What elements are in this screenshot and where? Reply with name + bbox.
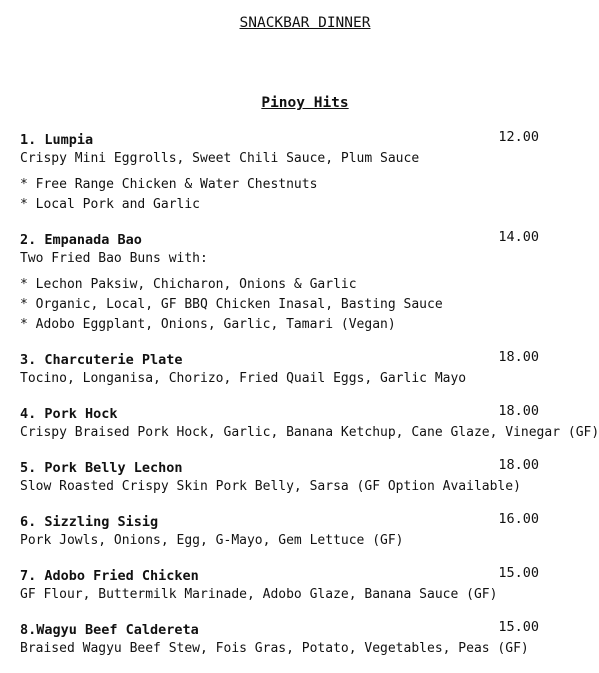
item-option: * Adobo Eggplant, Onions, Garlic, Tamari (Vegan) <box>20 317 396 332</box>
menu-items <box>20 129 599 673</box>
menu-item <box>20 129 595 215</box>
item-name: 7. Adobo Fried Chicken <box>20 568 199 584</box>
item-name: 1. Lumpia <box>20 132 94 148</box>
menu-item <box>20 619 595 659</box>
item-price: 16.00 <box>498 511 539 527</box>
item-description: Crispy Braised Pork Hock, Garlic, Banana Ketchup, Cane Glaze, Vinegar (GF) <box>20 425 599 440</box>
item-option: * Organic, Local, GF BBQ Chicken Inasal, Basting Sauce <box>20 297 443 312</box>
item-description: Two Fried Bao Buns with: <box>20 251 208 266</box>
menu-item <box>20 349 595 389</box>
section-heading: Pinoy Hits <box>261 95 349 111</box>
item-name: 3. Charcuterie Plate <box>20 352 183 368</box>
item-name: 4. Pork Hock <box>20 406 118 422</box>
item-description: GF Flour, Buttermilk Marinade, Adobo Glaze, Banana Sauce (GF) <box>20 587 498 602</box>
item-name: 5. Pork Belly Lechon <box>20 460 183 476</box>
item-name: 2. Empanada Bao <box>20 232 142 248</box>
item-price: 14.00 <box>498 229 539 245</box>
menu-item <box>20 457 595 497</box>
item-option: * Local Pork and Garlic <box>20 197 201 212</box>
menu-item <box>20 229 595 335</box>
item-price: 18.00 <box>498 457 539 473</box>
item-price: 15.00 <box>498 619 539 635</box>
item-option: * Free Range Chicken & Water Chestnuts <box>20 177 318 192</box>
item-price: 12.00 <box>498 129 539 145</box>
menu-item <box>20 565 595 605</box>
item-price: 15.00 <box>498 565 539 581</box>
menu-title: SNACKBAR DINNER <box>239 15 371 31</box>
item-description: Pork Jowls, Onions, Egg, G-Mayo, Gem Lettuce (GF) <box>20 533 404 548</box>
item-description: Crispy Mini Eggrolls, Sweet Chili Sauce, Plum Sauce <box>20 151 420 166</box>
item-price: 18.00 <box>498 349 539 365</box>
item-option: * Lechon Paksiw, Chicharon, Onions & Garlic <box>20 277 357 292</box>
item-description: Slow Roasted Crispy Skin Pork Belly, Sarsa (GF Option Available) <box>20 479 521 494</box>
item-price: 18.00 <box>498 403 539 419</box>
item-name: 8.Wagyu Beef Caldereta <box>20 622 199 638</box>
item-description: Tocino, Longanisa, Chorizo, Fried Quail Eggs, Garlic Mayo <box>20 371 467 386</box>
item-description: Braised Wagyu Beef Stew, Fois Gras, Potato, Vegetables, Peas (GF) <box>20 641 529 656</box>
menu-item <box>20 403 599 443</box>
item-name: 6. Sizzling Sisig <box>20 514 159 530</box>
menu-item <box>20 511 595 551</box>
